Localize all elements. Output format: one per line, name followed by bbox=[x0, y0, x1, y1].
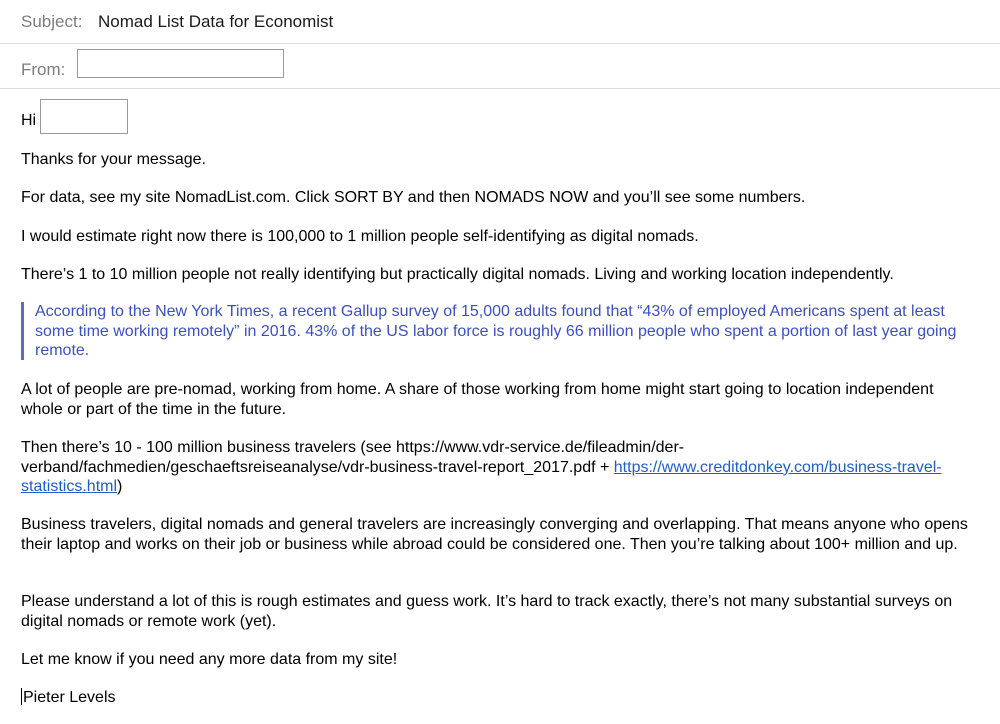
body-paragraph-data: For data, see my site NomadList.com. Click SORT BY and then NOMADS NOW and you’ll see some numbers. bbox=[21, 189, 806, 206]
body-paragraph-converging: Business travelers, digital nomads and general travelers are increasingly converging and overlapping. That means anyone who opens their laptop and works on their job or business while abroad could be considered one. Then you’re talking about 100+ million and up. bbox=[21, 516, 968, 553]
body-paragraph-business-travelers bbox=[21, 438, 976, 497]
subject-row bbox=[0, 0, 1000, 44]
body-paragraph-thanks: Thanks for your message. bbox=[21, 151, 206, 168]
subject-label: Subject: bbox=[21, 12, 83, 31]
body-paragraph-pre-nomad: A lot of people are pre-nomad, working from home. A share of those working from home might start going to location independent whole or part of the time in the future. bbox=[21, 381, 934, 418]
body-paragraph-practical: There’s 1 to 10 million people not really identifying but practically digital nomads. Living and working location independently. bbox=[21, 266, 894, 283]
text-cursor bbox=[21, 688, 22, 705]
signature-name: Pieter Levels bbox=[23, 689, 116, 706]
from-row bbox=[0, 45, 1000, 89]
from-field[interactable] bbox=[77, 49, 284, 78]
signature bbox=[21, 688, 976, 708]
greeting-name-field[interactable] bbox=[40, 99, 128, 134]
body-paragraph-estimates: Please understand a lot of this is rough estimates and guess work. It’s hard to track exactly, there’s not many substantial surveys on digital nomads or remote work (yet). bbox=[21, 593, 953, 630]
from-label: From: bbox=[21, 60, 66, 79]
business-travelers-close: ) bbox=[117, 478, 123, 495]
greeting-text: Hi bbox=[21, 112, 37, 129]
body-paragraph-estimate: I would estimate right now there is 100,000 to 1 million people self-identifying as digital nomads. bbox=[21, 228, 699, 245]
body-paragraph-more-data: Let me know if you need any more data from my site! bbox=[21, 651, 398, 668]
business-travelers-text: Then there’s 10 - 100 million business travelers (see https://www.vdr-service.de/fileadmin/der-verband/fachmedien/geschaeftsreiseanalyse/vdr-business-travel-report_2017.pdf + bbox=[21, 439, 685, 476]
creditdonkey-link[interactable]: https://www.creditdonkey.com/business-travel-statistics.html bbox=[21, 458, 942, 495]
quote-block: According to the New York Times, a recent Gallup survey of 15,000 adults found that “43% of employed Americans spent at least some time working remotely” in 2016. 43% of the US labor force is roughly 66 million people who spent a portion of last year going remote. bbox=[21, 302, 961, 360]
subject-value[interactable]: Nomad List Data for Economist bbox=[98, 12, 334, 31]
